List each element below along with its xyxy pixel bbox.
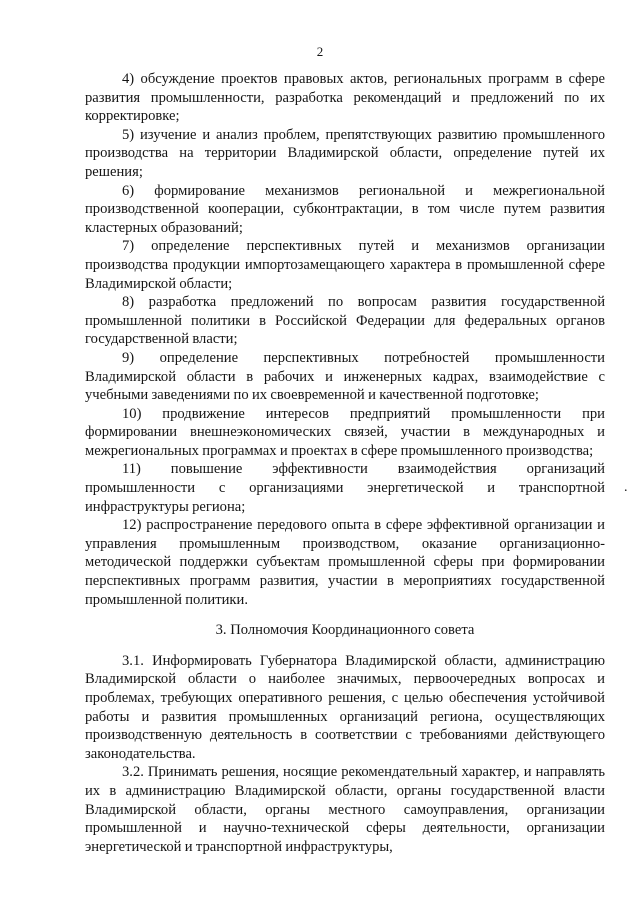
list-item-4: 4) обсуждение проектов правовых актов, региональных программ в сфере развития промышленности, разработка рекомендаций и предложений по их корректировке; (85, 71, 605, 125)
paragraph-3-1: 3.1. Информировать Губернатора Владимирской области, администрацию Владимирской области о наиболее значимых, первоочередных вопросах и проблемах, требующих оперативного решения, с целью обеспечения устойчивой работы и развития промышленных организаций региона, осуществляющих производственную деятельность в соответствии с требованиями действующего законодательства. (85, 652, 605, 762)
list-item-7: 7) определение перспективных путей и механизмов организации производства продукции импортозамещающего характера в промышленной сфере Владимирской области; (85, 238, 605, 292)
section-heading: 3. Полномочия Координационного совета (215, 622, 475, 639)
margin-mark: . (624, 480, 628, 495)
list-item-5: 5) изучение и анализ проблем, препятствующих развитию промышленного производства на территории Владимирской области, определение путей их решения; (85, 126, 605, 180)
document-body (85, 70, 605, 856)
list-item-10: 10) продвижение интересов предприятий промышленности при формировании внешнеэкономических связей, участии в международных и межрегиональных программах и проектах в сфере промышленного производства; (85, 405, 605, 459)
list-item-9: 9) определение перспективных потребностей промышленности Владимирской области в рабочих и инженерных кадрах, взаимодействие с учебными заведениями по их своевременной и качественной подготовке; (85, 349, 605, 404)
paragraph-3-2: 3.2. Принимать решения, носящие рекомендательный характер, и направлять их в администрацию Владимирской области, органы государственной власти Владимирской области, органы местного самоуправления, организации промышленной и научно-технической сферы деятельности, организации энергетической и транспортной инфраструктуры, (85, 764, 605, 855)
list-item-11: 11) повышение эффективности взаимодействия организаций промышленности с организациями энергетической и транспортной инфраструктуры региона; (85, 461, 605, 515)
list-item-8: 8) разработка предложений по вопросам развития государственной промышленной политики в Российской Федерации для федеральных органов государственной власти; (85, 294, 605, 348)
list-item-6: 6) формирование механизмов региональной и межрегиональной производственной кооперации, субконтрактации, в том числе путем развития кластерных образований; (85, 182, 605, 236)
list-item-12: 12) распространение передового опыта в сфере эффективной организации и управления промышленным производством, оказание организационно-методической поддержки субъектам промышленной сферы при формировании перспективных программ развития, участии в мероприятиях государственной промышленной политики. (85, 517, 605, 608)
page-number: 2 (316, 44, 324, 59)
